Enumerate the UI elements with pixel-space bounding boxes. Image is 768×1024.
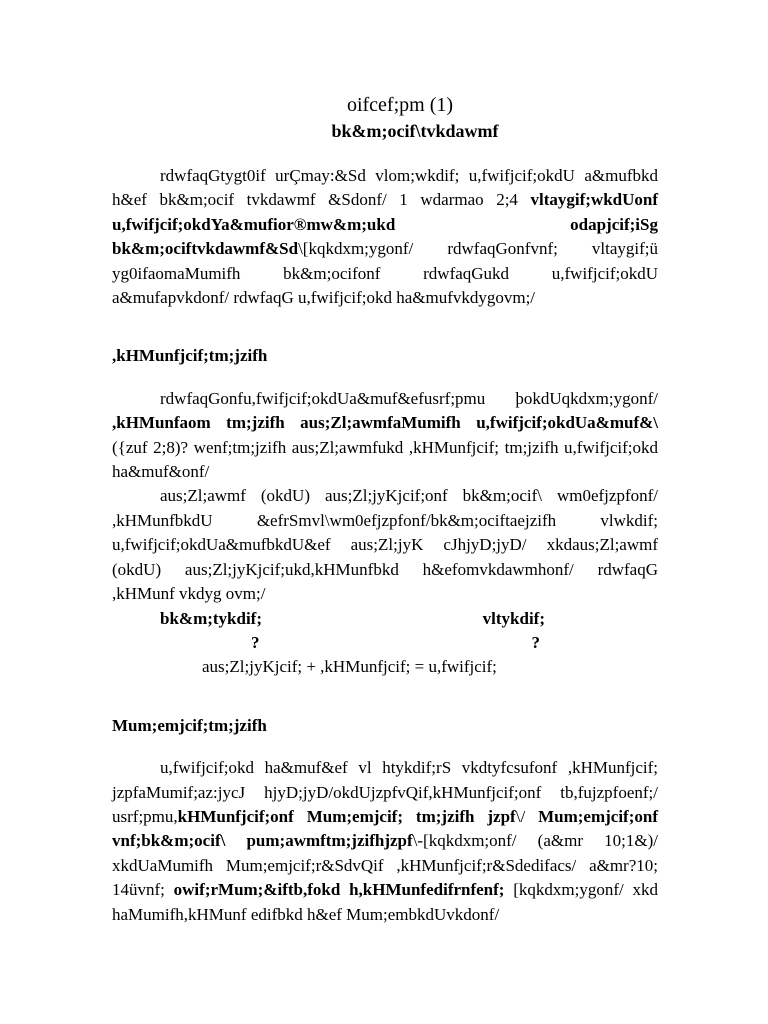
paragraph-2-text-a: rdwfaqGonfu,fwifjcif;okdUa&muf&efusrf;pmu þokdUqkdxm;ygonf/ bbox=[160, 388, 658, 408]
paragraph-4-text-a: u,fwifjcif;okd ha&muf&ef vl htykdif;rS vkdtyfcsufonf ,kHMunfjcif; jzpfaMumif;az:jycJ hjyD;jyD/okdUjzpfvQif,kHMunfjcif;onf tb,fujzpfoenf;/ usrf;pmu, bbox=[112, 758, 658, 826]
equation-question-2: ? bbox=[531, 632, 540, 652]
paragraph-3: aus;Zl;awmf (okdU) aus;Zl;jyKjcif;onf bk&m;ocif\ wm0efjzpfonf/ ,kHMunfbkdU &efrSmvl\wm0efjzpfonf/bk&m;ociftaejzifh vlwkdif; u,fwifjcif;okdUa&mufbkdU&ef aus;Zl;jyK cJhjyD;jyD/ xkdaus;Zl;awmf (okdU) aus;Zl;jyKjcif;ukd,kHMunfbkd h&efomvkdawmhonf/ rdwfaqG ,kHMunf vkdyg ovm;/ bbox=[112, 486, 658, 604]
section-heading-2: Mum;emjcif;tm;jzifh bbox=[112, 715, 267, 735]
equation-question-1: ? bbox=[251, 632, 260, 652]
paragraph-1-bold: vltaygif;wkdUonf u,fwifjcif;okdYa&mufior®mw&m;ukd odapjcif;iSg bk&m;ociftvkdawmf&Sd bbox=[112, 190, 658, 259]
document-page bbox=[112, 92, 658, 927]
paragraph-4-bold-c: owif;rMum;&iftb,fokd h,kHMunfedifrnfenf; bbox=[173, 880, 505, 900]
paragraph-1-text-a: rdwfaqGtygt0if urÇmay:&Sd vlom;wkdif; u,fwifjcif;okdU a&mufbkd h&ef bk&m;ocif tvkdawmf &Sdonf/ 1 wdarmao 2;4 bbox=[112, 166, 658, 210]
paragraph-4-bold-a: kHMunfjcif;onf Mum;emjcif; tm;jzifh jzpf bbox=[177, 806, 516, 826]
paragraph-2-text-b: ({zuf 2;8)? wenf;tm;jzifh aus;Zl;awmfukd ,kHMunfjcif; tm;jzifh u,fwifjcif;okd ha&muf&onf/ bbox=[112, 437, 658, 482]
paragraph-2-bold: ,kHMunfaom tm;jzifh aus;Zl;awmfaMumifh u,fwifjcif;okdUa&muf&\ bbox=[112, 413, 658, 433]
page-title: oifcef;pm (1) bbox=[346, 94, 454, 116]
paragraph-1 bbox=[112, 164, 658, 310]
paragraph-4 bbox=[112, 756, 658, 927]
equation-formula: aus;Zl;jyKjcif; + ,kHMunfjcif; = u,fwifjcif; bbox=[202, 657, 497, 677]
section-heading-1: ,kHMunfjcif;tm;jzifh bbox=[112, 346, 268, 366]
page-subtitle: bk&m;ocif\tvkdawmf bbox=[331, 121, 499, 141]
paragraph-4-text-d: [kqkdxm;ygonf/ xkd haMumifh,kHMunf edifbkd h&ef Mum;embkdUvkdonf/ bbox=[112, 880, 658, 924]
paragraph-4-bold-b: Mum;emjcif;onf vnf;bk&m;ocif\ pum;awmftm;jzifhjzpf bbox=[112, 806, 658, 851]
equation-lhs-label: bk&m;tykdif; bbox=[160, 608, 263, 628]
paragraph-1-text-b: \[kqkdxm;ygonf/ rdwfaqGonfvnf; vltaygif;ü yg0ifaomaMumifh bk&m;ocifonf rdwfaqGukd u,fwifjcif;okdU a&mufapvkdonf/ rdwfaqG u,fwifjcif;okd ha&mufvkdygovm;/ bbox=[112, 239, 658, 308]
equation-question-marks bbox=[112, 631, 658, 655]
equation-rhs-label: vltykdif; bbox=[482, 608, 545, 628]
paragraph-4-text-c: \-[kqkdxm;onf/ (a&mr 10;1&)/ xkdUaMumifh Mum;emjcif;r&SdvQif ,kHMunfjcif;r&Sdedifacs/ a&mr?10; 14üvnf; bbox=[112, 831, 658, 900]
equation-labels bbox=[112, 607, 658, 631]
paragraph-2 bbox=[112, 387, 658, 485]
paragraph-4-text-b: \/ bbox=[515, 806, 539, 826]
